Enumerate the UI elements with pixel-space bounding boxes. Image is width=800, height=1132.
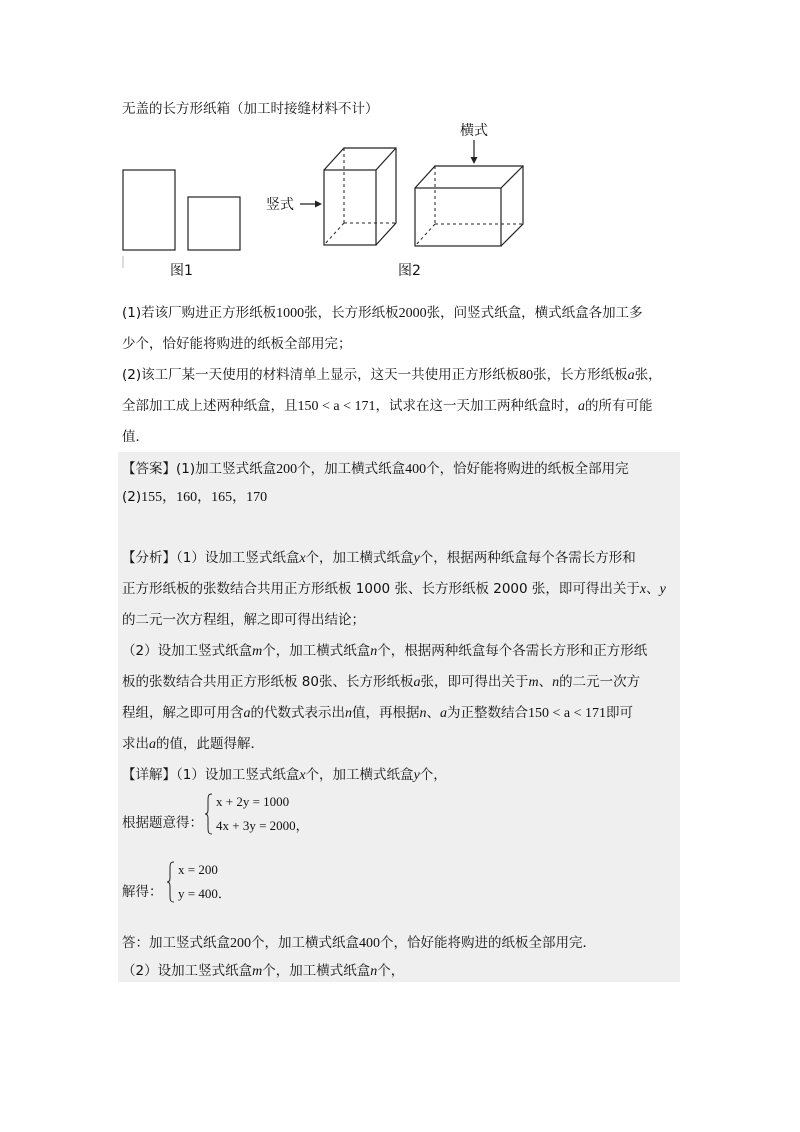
brace-icon xyxy=(166,860,176,904)
equation-2: 4x + 3y = 2000， xyxy=(216,818,309,833)
analysis-line-1: 【分析】（1）设加工竖式纸盒x个，加工横式纸盒y个，根据两种纸盒每个各需长方形和 xyxy=(122,550,636,566)
horizontal-box xyxy=(415,166,523,246)
figure-1-caption: 图1 xyxy=(170,263,193,279)
intro-text: 无盖的长方形纸箱（加工时接缝材料不计） xyxy=(122,101,379,117)
paper-box-diagram xyxy=(118,120,558,280)
solution-label: 解得： xyxy=(122,884,163,900)
equation-1: x + 2y = 1000 xyxy=(216,794,290,809)
analysis-line-2: 正方形纸板的张数结合共用正方形纸板 1000 张、长方形纸板 2000 张，即可得出关于x、y xyxy=(122,581,666,597)
solution-2: y = 400． xyxy=(178,886,231,901)
label-vertical: 竖式 xyxy=(266,197,294,213)
question-2-line-3: 值． xyxy=(122,429,149,445)
square-count: 1000 xyxy=(276,306,305,321)
analysis-line-3: 的二元一次方程组，解之即可得出结论； xyxy=(122,612,365,628)
detail-line-1: 【详解】（1）设加工竖式纸盒x个，加工横式纸盒y个， xyxy=(122,767,447,783)
detail-part-2-line: （2）设加工竖式纸盒m个，加工横式纸盒n个， xyxy=(122,963,405,979)
brace-icon xyxy=(204,792,214,836)
detail-answer-line: 答：加工竖式纸盒200个，加工横式纸盒400个，恰好能将购进的纸板全部用完． xyxy=(122,935,596,951)
equation-label: 根据题意得： xyxy=(122,815,203,831)
question-1-line-1: (1)若该厂购进正方形纸板1000张，长方形纸板2000张，问竖式纸盒，横式纸盒各加工多 xyxy=(122,305,643,321)
inequality: 150 < a < 171 xyxy=(297,399,376,414)
analysis-line-4: （2）设加工竖式纸盒m个，加工横式纸盒n个，根据两种纸盒每个各需长方形和正方形纸 xyxy=(122,643,648,659)
analysis-line-5: 板的张数结合共用正方形纸板 80张、长方形纸板a张，即可得出关于m、n的二元一次方 xyxy=(122,674,641,690)
answer-line-2: (2)155，160，165，170 xyxy=(122,489,268,505)
analysis-line-6: 程组，解之即可用含a的代数式表示出n值，再根据n、a为正整数结合150 < a < 171即可 xyxy=(122,705,634,721)
label-horizontal: 横式 xyxy=(460,123,488,139)
figure-2-caption: 图2 xyxy=(398,263,421,279)
answer-values: 155，160，165，170 xyxy=(141,490,268,505)
solution-1: x = 200 xyxy=(178,862,218,877)
solution-system xyxy=(166,860,266,904)
analysis-tag: 【分析】 xyxy=(122,550,176,566)
question-2-line-2: 全部加工成上述两种纸盒，且150 < a < 171，试求在这一天加工两种纸盒时，a的所有可能 xyxy=(122,398,653,414)
vertical-box xyxy=(324,148,396,245)
question-1-line-2: 少个，恰好能将购进的纸板全部用完； xyxy=(122,336,352,352)
answer-tag: 【答案】 xyxy=(122,461,176,477)
analysis-line-7: 求出a的值，此题得解． xyxy=(122,736,264,752)
equation-system xyxy=(204,792,324,836)
answer-line-1: 【答案】(1)加工竖式纸盒200个，加工横式纸盒400个，恰好能将购进的纸板全部用完 xyxy=(122,461,629,477)
box-figure xyxy=(118,120,558,284)
question-2-line-1: (2)该工厂某一天使用的材料清单上显示，这天一共使用正方形纸板80张，长方形纸板a张， xyxy=(122,367,662,383)
rect-count: 2000 xyxy=(398,306,427,321)
square-board xyxy=(188,197,240,250)
detail-tag: 【详解】 xyxy=(122,767,176,783)
rectangle-board xyxy=(123,170,175,250)
